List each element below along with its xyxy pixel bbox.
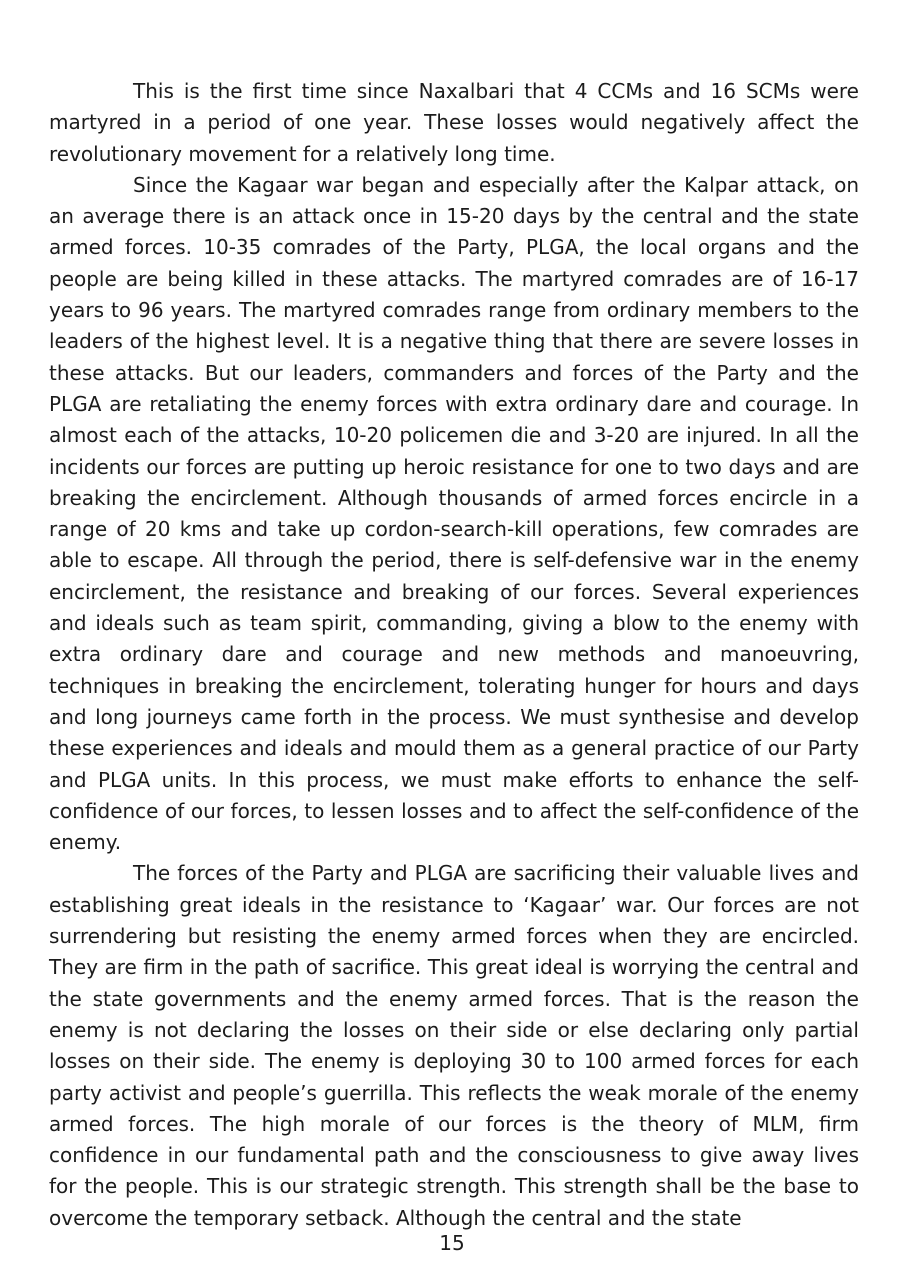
- page-number: 15: [439, 1231, 465, 1255]
- paragraph-forces-sacrifice: The forces of the Party and PLGA are sacrificing their valuable lives and establishing great ideals in the resistance to ‘Kagaar’ war. Our forces are not surrendering but resisting the enemy armed forces when they are encircled. They are firm in the path of sacrifice. This great ideal is worrying the central and the state governments and the enemy armed forces. That is the reason the enemy is not declaring the losses on their side or else declaring only partial losses on their side. The enemy is deploying 30 to 100 armed forces for each party activist and people’s guerrilla. This reflects the weak morale of the enemy armed forces. The high morale of our forces is the theory of MLM, firm confidence in our fundamental path and the consciousness to give away lives for the people. This is our strategic strength. This strength shall be the base to overcome the temporary setback. Although the central and the state: [49, 861, 859, 1230]
- body-text: [49, 76, 859, 1234]
- paragraph-kagaar-attacks: Since the Kagaar war began and especially after the Kalpar attack, on an average there is an attack once in 15-20 days by the central and the state armed forces. 10-35 comrades of the Party, PLGA, the local organs and the people are being killed in these attacks. The martyred comrades are of 16-17 years to 96 years. The martyred comrades range from ordinary members to the leaders of the highest level. It is a negative thing that there are severe losses in these attacks. But our leaders, commanders and forces of the Party and the PLGA are retaliating the enemy forces with extra ordinary dare and courage. In almost each of the attacks, 10-20 policemen die and 3-20 are injured. In all the incidents our forces are putting up heroic resistance for one to two days and are breaking the encirclement. Although thousands of armed forces encircle in a range of 20 kms and take up cordon-search-kill operations, few comrades are able to escape. All through the period, there is self-defensive war in the enemy encirclement, the resistance and breaking of our forces. Several experiences and ideals such as team spirit, commanding, giving a blow to the enemy with extra ordinary dare and courage and new methods and manoeuvring, techniques in breaking the encirclement, tolerating hunger for hours and days and long journeys came forth in the process. We must synthesise and develop these experiences and ideals and mould them as a general practice of our Party and PLGA units. In this process, we must make efforts to enhance the self-confidence of our forces, to lessen losses and to affect the self-confidence of the enemy.: [49, 172, 859, 855]
- paragraph-martyrs-count: This is the first time since Naxalbari that 4 CCMs and 16 SCMs were martyred in a period of one year. These losses would negatively affect the revolutionary movement for a relatively long time.: [49, 79, 859, 166]
